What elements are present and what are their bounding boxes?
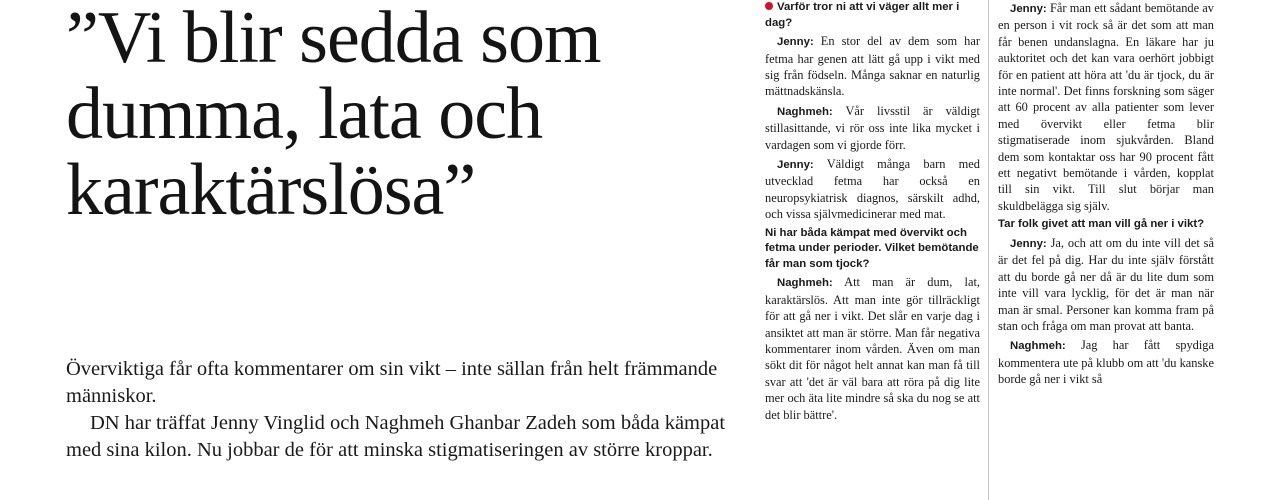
answer — [998, 337, 1214, 387]
speaker-label: Jenny: — [1010, 237, 1047, 250]
interview-column-2 — [998, 0, 1214, 391]
interview-column-1 — [765, 0, 980, 426]
speaker-label: Naghmeh: — [777, 277, 833, 290]
headline-line-1: ”Vi blir sedda som — [66, 0, 601, 79]
question-text: Ni har båda kämpat med övervikt och fetma under perioder. Vilket bemötande får man som tjock? — [765, 226, 979, 270]
page-margin — [1228, 0, 1280, 500]
answer-text: En stor del av dem som har fetma har genen att lätt gå upp i vikt med sig från födseln. Många saknar en naturlig mättnadskänsla. — [765, 34, 980, 99]
answer-text: Väldigt många barn med utvecklad fetma har också en neuropsykiatrisk diagnos, särskilt adhd, och vissa självmedicinerar med mat. — [765, 157, 980, 222]
bullet-dot-icon — [765, 2, 773, 10]
speaker-label: Jenny: — [1010, 3, 1047, 15]
answer-text: Vår livsstil är väldigt stillasittande, vi rör oss inte lika mycket i vardagen som vi gjorde förr. — [765, 103, 981, 152]
ingress — [66, 356, 746, 464]
answer — [998, 235, 1214, 334]
column-divider — [988, 0, 989, 500]
answer-text: Ja, och att om du inte vill det så är det fel på dig. Har du inte själv förstått att du borde gå ner då är du lite dum som inte vill vara lycklig, för det är man när man är smal. Personer kan komma fram på stan och fråga om man provat att banta. — [998, 235, 1214, 333]
question — [998, 217, 1214, 233]
answer — [765, 156, 980, 223]
answer — [765, 274, 980, 423]
headline-line-3: karaktärslösa” — [66, 149, 476, 231]
speaker-label: Jenny: — [777, 36, 814, 49]
ingress-paragraph-2: DN har träffat Jenny Vinglid och Naghmeh Ghanbar Zadeh som båda kämpat med sina kilon. Nu jobbar de för att minska stigmatiseringen av större kroppar. — [66, 412, 726, 461]
answer-text: Jag har fått spydiga kommentera ute på klubb om att 'du kanske borde gå ner i vikt så — [998, 338, 1214, 387]
ingress-paragraph-1: Överviktiga får ofta kommentarer om sin vikt – inte sällan från helt främmande människor. — [66, 358, 718, 407]
speaker-label: Naghmeh: — [1010, 340, 1066, 353]
speaker-label: Jenny: — [777, 159, 814, 172]
headline — [66, 0, 756, 231]
answer — [765, 33, 980, 100]
question-text: Tar folk givet att man vill gå ner i vikt? — [998, 218, 1205, 231]
answer-text: Att man är dum, lat, karaktärslös. Att man inte gör tillräckligt för att gå ner i vikt. Det slår en varje dag i ansiktet att man är större. Man får negativa kommentarer inom vården. Även om man sökt dit för något helt annat kan man få till svar att 'det är väl bara att röra på dig lite mer och äta lite mindre så ska du nog se att det blir bättre'. — [765, 275, 980, 422]
answer-text: Får man ett sådant bemötande av en person i vit rock så är det som att man får benen undanslagna. En läkare har ju auktoritet och det kan vara oerhört jobbigt för en patient att höra att 'du är tjock, du är inte normal'. Det finns forskning som säger att 60 procent av alla patienter som lever med övervikt eller fetma blir stigmatiserade inom sjukvården. Bland dem som kontaktar oss har 90 procent fått ett negativt bemötande i vården, kopplat till sin vikt. Till slut börjar man skuldbelägga sig själv. — [998, 1, 1214, 213]
answer — [998, 0, 1214, 214]
question — [765, 0, 980, 31]
answer — [765, 103, 980, 153]
headline-line-2: dumma, lata och — [66, 73, 543, 155]
question — [765, 226, 980, 273]
question-text: Varför tror ni att vi väger allt mer i dag? — [765, 1, 960, 29]
speaker-label: Naghmeh: — [777, 105, 833, 118]
